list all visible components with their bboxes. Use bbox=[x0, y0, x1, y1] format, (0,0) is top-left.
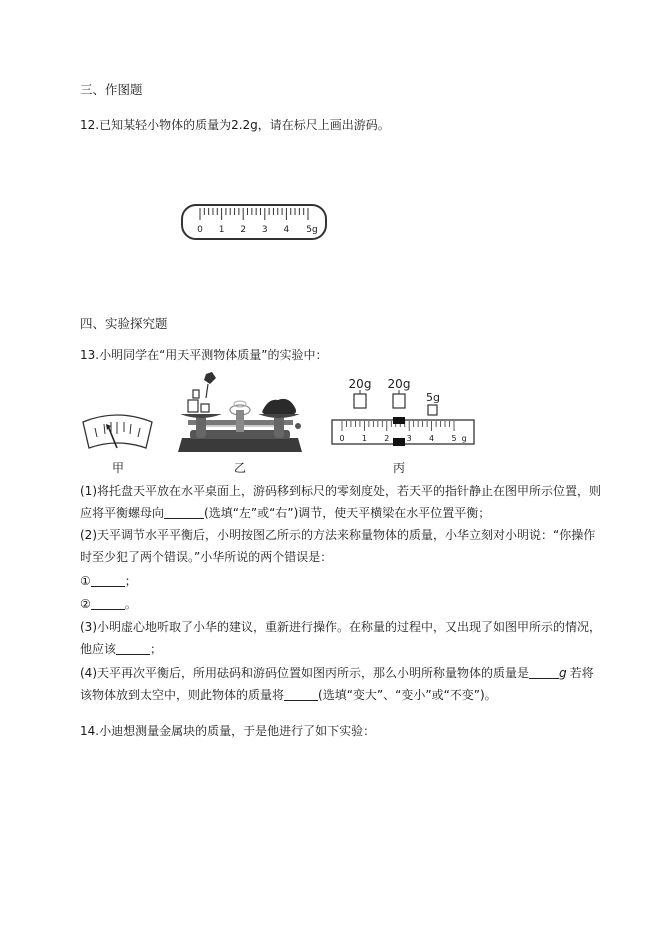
answer-blank-action[interactable] bbox=[116, 642, 150, 655]
figure-label-yi: 乙 bbox=[234, 461, 247, 475]
weight-20g-a bbox=[354, 394, 366, 408]
q13-part1-line1: (1)将托盘天平放在水平桌面上，游码移到标尺的零刻度处，若天平的指针静止在图甲所示位置，则 bbox=[80, 484, 602, 498]
ruler-label: 0 bbox=[197, 225, 203, 235]
weight-block bbox=[188, 400, 198, 412]
q13-part3-line1: (3)小明虚心地听取了小华的建议，重新进行操作。在称量的过程中，又出现了如图甲所示的情况， bbox=[80, 620, 602, 634]
q13-part4-line1: (4)天平再次平衡后，所用砝码和游码位置如图丙所示，那么小明所称量物体的质量是 g 若将 bbox=[80, 666, 594, 680]
ruler-label: 4 bbox=[283, 225, 290, 235]
ruler-ticks bbox=[200, 208, 308, 220]
bing-ruler-label: 4 bbox=[429, 434, 435, 443]
q13-part4-line2: 该物体放到太空中，则此物体的质量将 (选填“变大”、“变小”或“不变”)。 bbox=[80, 688, 497, 702]
weight-5g bbox=[428, 405, 437, 415]
q12-ruler-figure bbox=[180, 200, 330, 246]
question-13-stem: 13.小明同学在“用天平测物体质量”的实验中： bbox=[80, 348, 328, 362]
question-14-text: 14.小迪想测量金属块的质量，于是他进行了如下实验： bbox=[80, 724, 376, 738]
answer-blank-mass[interactable] bbox=[529, 666, 559, 679]
section-title-drawing: 三、作图题 bbox=[80, 82, 143, 97]
ruler-outline bbox=[182, 205, 326, 239]
bing-ruler-label: 3 bbox=[406, 434, 412, 443]
rider-top bbox=[393, 417, 405, 424]
object-on-pan bbox=[262, 399, 296, 414]
weight-20g-b bbox=[393, 394, 405, 408]
answer-blank-space-mass[interactable] bbox=[284, 688, 318, 701]
q13-part2-line2: 时至少犯了两个错误。”小华所说的两个错误是： bbox=[80, 550, 333, 564]
ruler-label: 2 bbox=[240, 225, 247, 235]
tweezers bbox=[204, 372, 216, 384]
q13-part2-line1: (2)天平调节水平平衡后，小明按图乙所示的方法来称量物体的质量，小华立刻对小明说：“你操作 bbox=[80, 528, 596, 542]
weight-label-1: 20g bbox=[348, 377, 372, 391]
figure-label-jia: 甲 bbox=[112, 461, 125, 475]
bing-ruler-label: 0 bbox=[339, 434, 345, 443]
balance-base bbox=[178, 438, 302, 452]
question-12-text: 12.已知某轻小物体的质量为2.2g，请在标尺上画出游码。 bbox=[80, 118, 390, 132]
ruler-label: 5g bbox=[306, 225, 318, 235]
weight-block bbox=[201, 404, 209, 412]
weight-label-3: 5g bbox=[426, 391, 440, 404]
ruler-label: 1 bbox=[218, 225, 225, 235]
answer-blank-error1[interactable] bbox=[91, 574, 125, 587]
bing-ruler-label: 5 bbox=[451, 434, 457, 443]
bing-ruler-label: g bbox=[461, 434, 467, 443]
section-title-experiment: 四、实验探究题 bbox=[80, 316, 168, 331]
right-pan bbox=[258, 414, 300, 418]
answer-blank-error2[interactable] bbox=[91, 597, 125, 610]
ruler-label: 3 bbox=[261, 225, 268, 235]
q13-error2: ② 。 bbox=[80, 597, 137, 611]
q13-error1: ① ； bbox=[80, 574, 137, 588]
figure-label-bing: 丙 bbox=[393, 461, 406, 475]
q13-part3-line2: 他应该 ； bbox=[80, 642, 163, 656]
weight-block bbox=[193, 390, 199, 398]
bing-ruler-label: 1 bbox=[361, 434, 367, 443]
dial-pointer bbox=[108, 426, 117, 448]
figure-yi-balance bbox=[170, 370, 310, 460]
bing-ruler-label: 2 bbox=[384, 434, 390, 443]
answer-blank-direction[interactable] bbox=[164, 506, 204, 519]
figure-bing-weights-ruler bbox=[330, 374, 480, 448]
dial-ticks bbox=[95, 422, 140, 437]
rider-bottom bbox=[393, 438, 405, 446]
q13-part1-line2: 应将平衡螺母向 (选填“左”或“右”)调节，使天平横梁在水平位置平衡； bbox=[80, 506, 491, 520]
left-pan bbox=[180, 414, 222, 418]
ruler-labels bbox=[197, 225, 318, 235]
weight-label-2: 20g bbox=[387, 377, 411, 391]
